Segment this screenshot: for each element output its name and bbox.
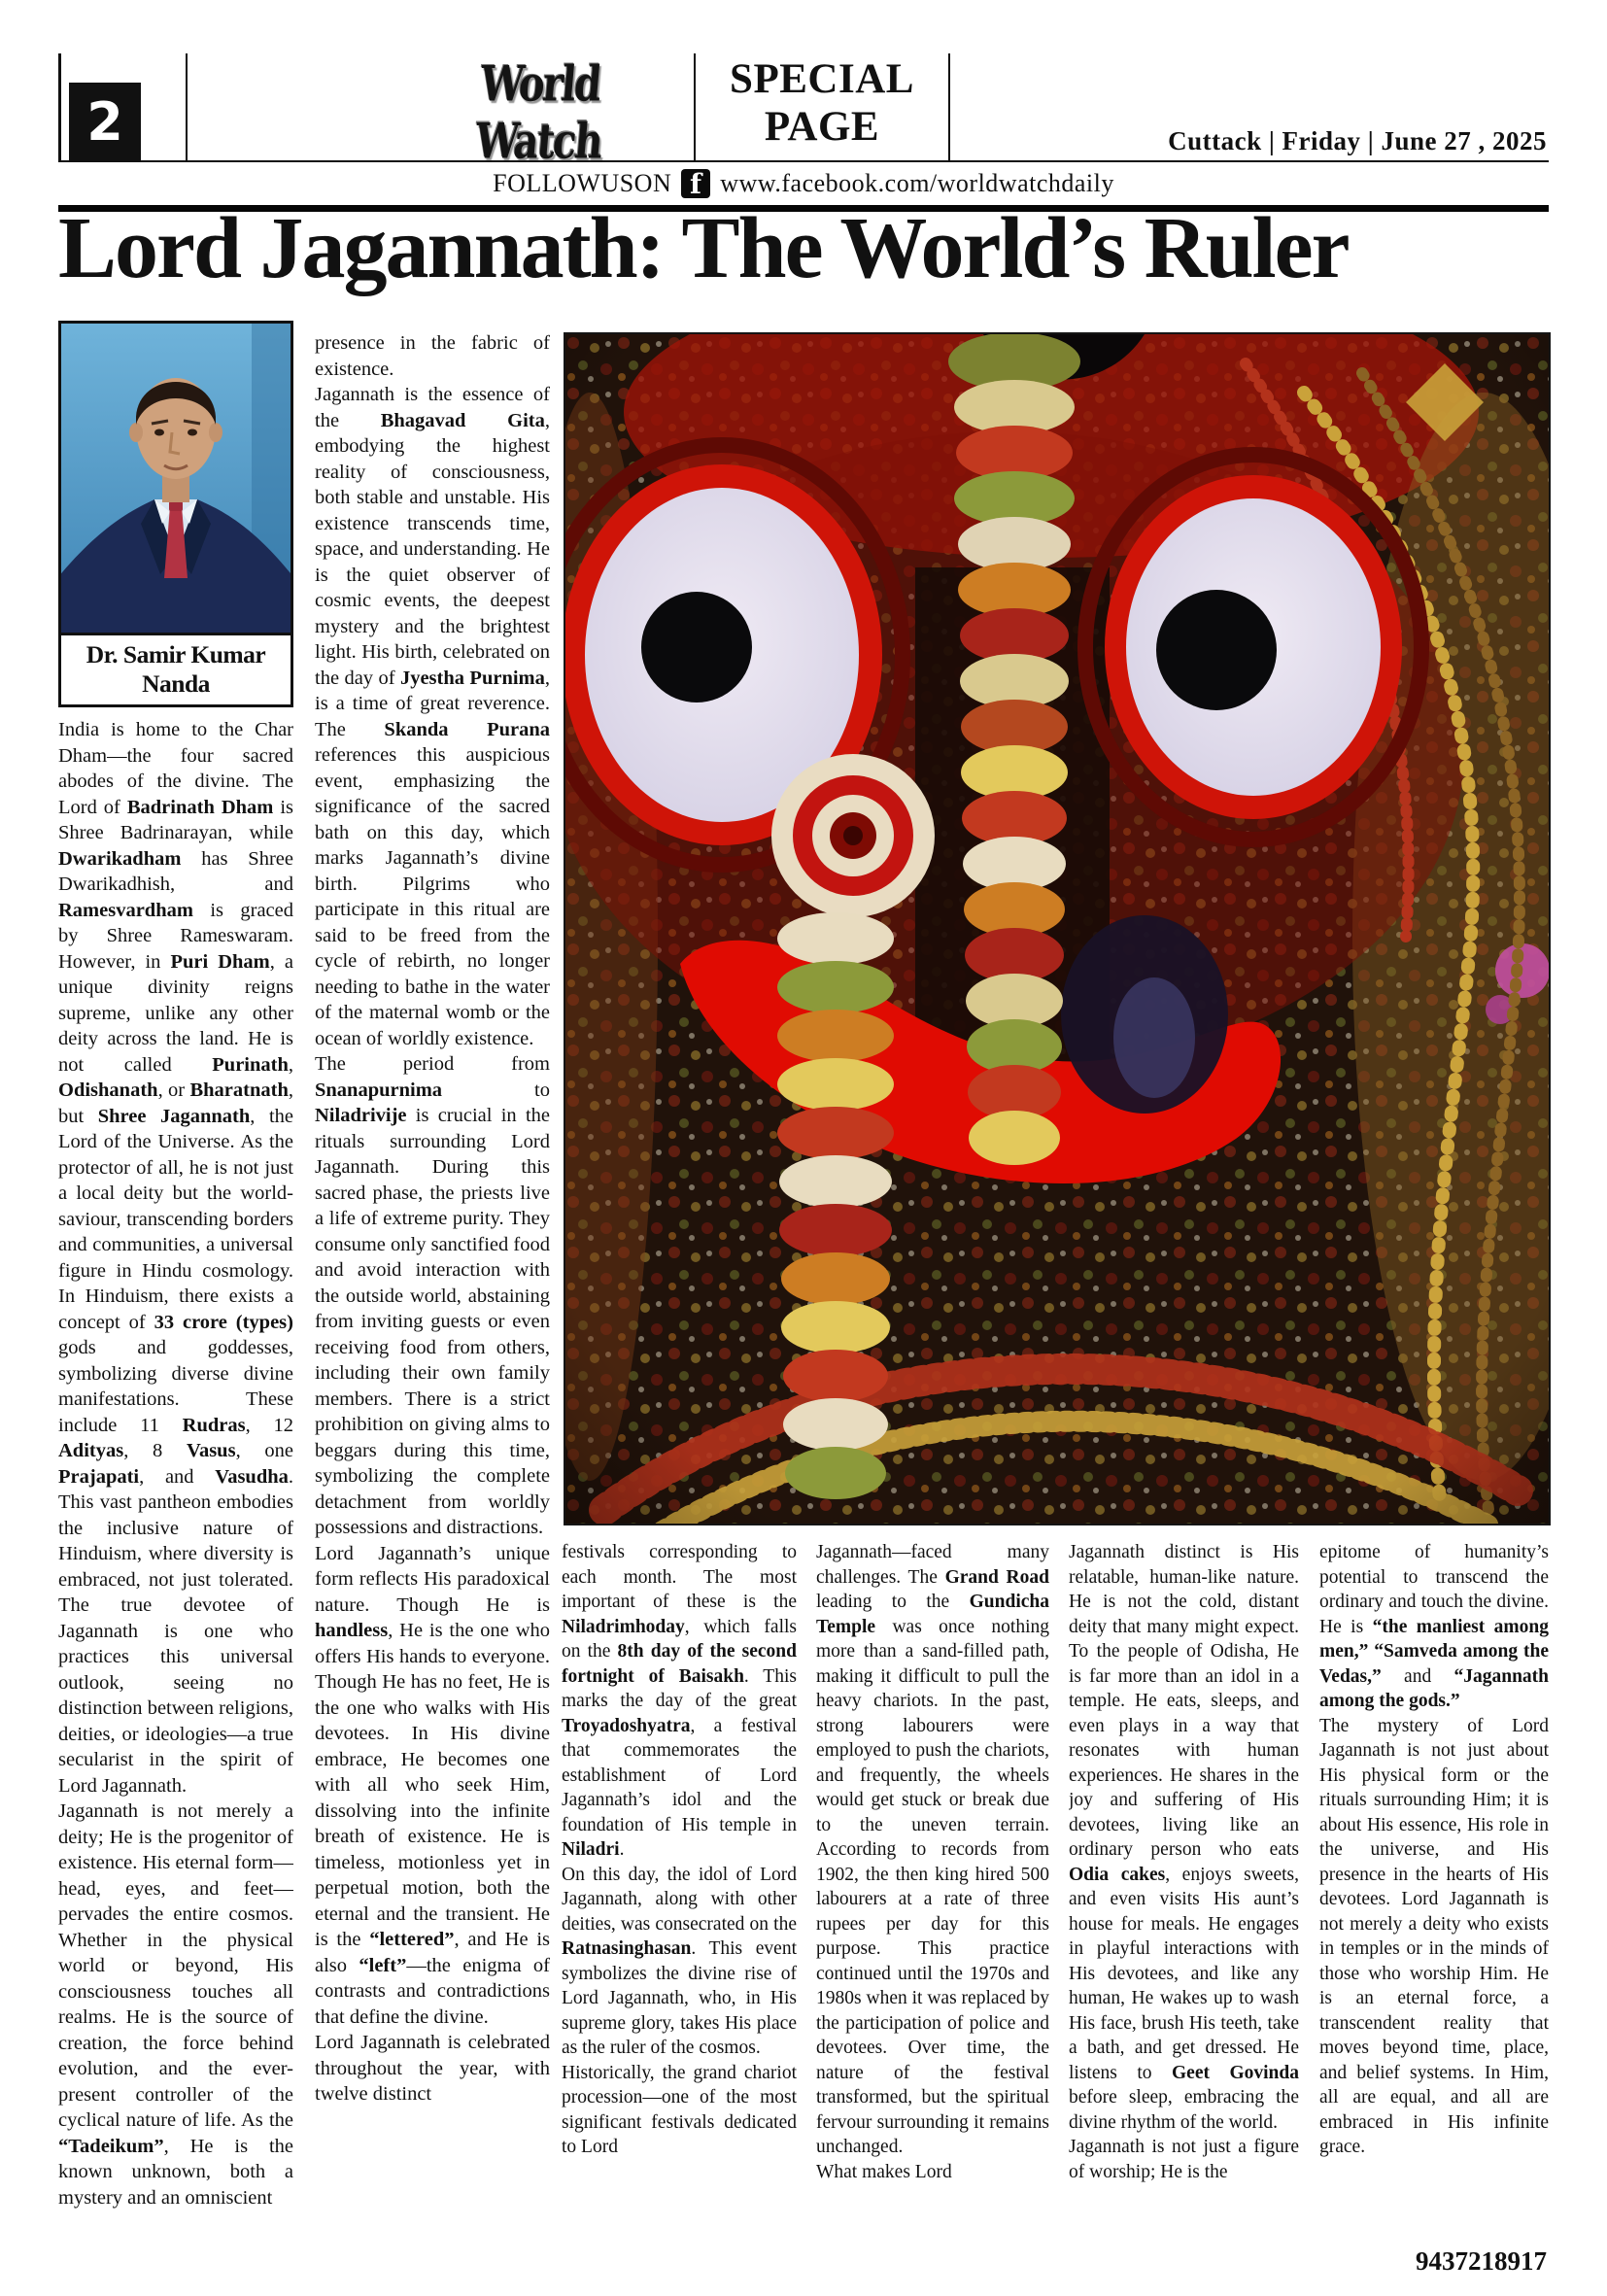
author-caption: Dr. Samir Kumar Nanda — [61, 633, 291, 704]
follow-row — [58, 162, 1549, 205]
follow-label: FOLLOWUSON — [493, 169, 672, 197]
newspaper-logo: World Watch — [472, 55, 604, 170]
author-photo — [61, 324, 291, 633]
author-photo-figure — [58, 321, 293, 707]
article-text-6: epitome of humanity’s potential to transcend the ordinary and touch the divine. He is “the manliest among men,” “Samveda among the Vedas,” and “Jagannath among the gods.” The mystery of Lord Jagannath is not just about His physical form or the rituals surrounding Him; it is about His essence, His role in the universe, and His presence in the hearts of His devotees. Lord Jagannath is not merely a deity who exists in temples or in the minds of those who worship Him. He is an eternal force, a transcendent reality that moves beyond time, place, and belief systems. In Him, all are equal, and all are embraced in His infinite grace. — [1319, 1542, 1549, 2157]
headline: Lord Jagannath: The World’s Ruler — [58, 200, 1349, 296]
deity-image — [564, 332, 1551, 1525]
article-text-5: Jagannath distinct is His relatable, human-like nature. He is not the cold, distant deity that many might expect. To the people of Odisha, He is far more than an idol in a temple. He eats, sleeps, and even plays in a way that resonates with human experiences. He shares in the joy and suffering of His devotees, living like an ordinary person who eats Odia cakes, enjoys sweets, and even visits His aunt’s house for meals. He engages in playful interactions with His devotees, and like any human, He wakes up to wash His face, brush His teeth, take a bath, and get dressed. He listens to Geet Govinda before sleep, embracing the divine rhythm of the world. Jagannath is not just a figure of worship; He is the — [1069, 1542, 1299, 2182]
facebook-icon: f — [681, 169, 710, 198]
page-number-cell — [58, 53, 188, 160]
facebook-url: www.facebook.com/worldwatchdaily — [720, 169, 1114, 197]
masthead-divider — [694, 53, 696, 160]
contact-number: 9437218917 — [1416, 2246, 1547, 2276]
article-text-1: India is home to the Char Dham—the four sacred abodes of the divine. The Lord of Badrinath Dham is Shree Badrinarayan, while Dwarikadham has Shree Dwarikadhish, and Ramesvardham is graced by Shree Rameswaram. However, in Puri Dham, a unique divinity reigns supreme, unlike any other deity across the land. He is not called Purinath, Odishanath, or Bharatnath, but Shree Jagannath, the Lord of the Universe. As the protector of all, he is not just a local deity but the world-saviour, transcending borders and communities, a universal figure in Hindu cosmology. In Hinduism, there exists a concept of 33 crore (types) gods and goddesses, symbolizing diverse divine manifestations. These include 11 Rudras, 12 Adityas, 8 Vasus, one Prajapati, and Vasudha. This vast pantheon embodies the inclusive nature of Hinduism, where diversity is embraced, not just tolerated. The true devotee of Jagannath is one who practices this universal outlook, seeing no distinction between religions, deities, or ideologies—a true secularist in the spirit of Lord Jagannath. Jagannath is not merely a deity; He is the progenitor of existence. His eternal form—head, eyes, and feet—pervades the entire cosmos. Whether in the physical world or beyond, His consciousness touches all realms. He is the source of creation, the force behind evolution, and the ever-present controller of the cyclical nature of life. As the “Tadeikum”, He is the known unknown, both a mystery and an omniscient — [58, 719, 293, 2209]
masthead — [58, 53, 1549, 212]
page-number: 2 — [69, 83, 141, 160]
article-column-3 — [562, 1540, 797, 2279]
article-text-2: presence in the fabric of existence. Jagannath is the essence of the Bhagavad Gita, embodying the highest reality of consciousness, both stable and unstable. His existence transcends time, space, and understanding. He is the quiet observer of cosmic events, the deepest mystery and the brightest light. His birth, celebrated on the day of Jyestha Purnima, is a time of great reverence. The Skanda Purana references this auspicious event, emphasizing the significance of the sacred bath on this day, which marks Jagannath’s divine birth. Pilgrims who participate in this ritual are said to be freed from the cycle of rebirth, no longer needing to bathe in the water of the maternal womb or the ocean of worldly existence. The period from Snanapurnima to Niladrivije is crucial in the rituals surrounding Lord Jagannath. During this sacred phase, the priests live a life of extreme purity. They consume only sanctified food and avoid interaction with the outside world, abstaining from inviting guests or even receiving food from others, including their own family members. There is a strict prohibition on giving alms to beggars during this time, symbolizing the complete detachment from worldly possessions and distractions. Lord Jagannath’s unique form reflects His paradoxical nature. Though He is handless, He is the one who offers His hands to everyone. Though He has no feet, He is the one who walks with His devotees. In His divine embrace, He becomes one with all who seek Him, dissolving into the infinite breath of existence. He is timeless, motionless yet in perpetual motion, both the eternal and the transient. He is the “lettered”, and He is also “left”—the enigma of contrasts and contradictions that define the divine. Lord Jagannath is celebrated throughout the year, with twelve distinct — [315, 332, 550, 2105]
masthead-divider — [948, 53, 950, 160]
article-column-6 — [1319, 1540, 1549, 2277]
article-column-5 — [1069, 1540, 1299, 2279]
section-label: SPECIAL PAGE — [730, 56, 914, 150]
article-column-2 — [315, 330, 550, 2266]
dateline: Cuttack | Friday | June 27 , 2025 — [1168, 126, 1547, 155]
article-column-1 — [58, 321, 293, 2259]
article-text-4: Jagannath—faced many challenges. The Grand Road leading to the Gundicha Temple was once nothing more than a sand-filled path, making it difficult to pull the heavy chariots. In the past, strong labourers were employed to push the chariots, and frequently, the wheels would get stuck or break due to the uneven terrain. According to records from 1902, the then king hired 500 labourers at a rate of three rupees per day for this purpose. This practice continued until the 1970s and 1980s when it was replaced by the participation of police and devotees. Over time, the nature of the festival transformed, but the spiritual fervour surrounding it remains unchanged. What makes Lord — [816, 1542, 1049, 2182]
article-text-3: festivals corresponding to each month. The most important of these is the Niladrimhoday, which falls on the 8th day of the second fortnight of Baisakh. This marks the day of the great Troyadoshyatra, a festival that commemorates the establishment of Lord Jagannath’s idol and the foundation of His temple in Niladri. On this day, the idol of Lord Jagannath, along with other deities, was consecrated on the Ratnasinghasan. This event symbolizes the divine rise of Lord Jagannath, who, in His supreme glory, takes His place as the ruler of the cosmos. Historically, the grand chariot procession—one of the most significant festivals dedicated to Lord — [562, 1542, 797, 2157]
article-column-4 — [816, 1540, 1049, 2279]
